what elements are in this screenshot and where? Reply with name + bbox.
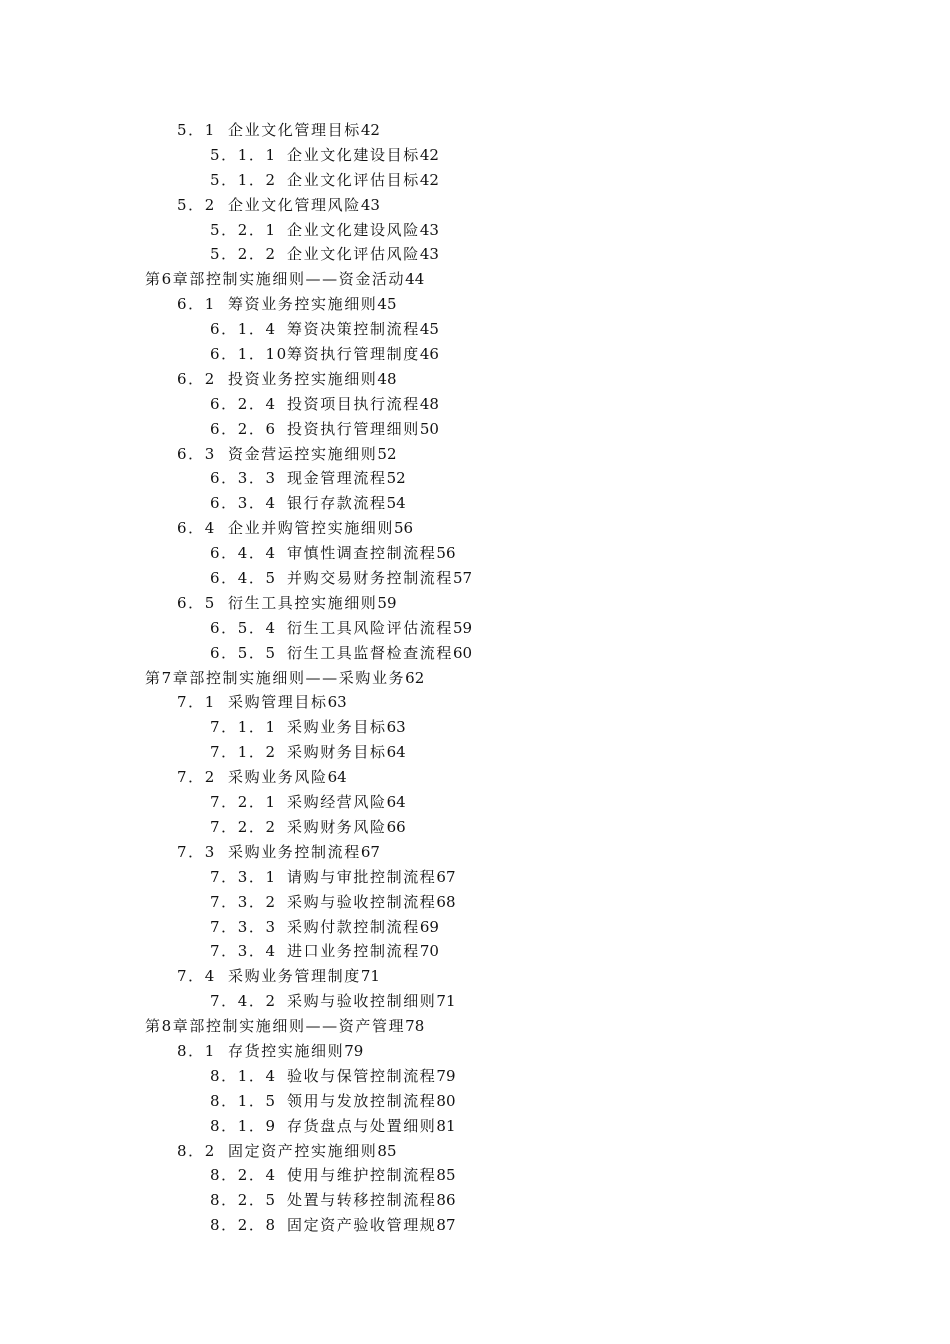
toc-entry-page-number: 87 [436,1216,456,1235]
toc-section-entry[interactable] [0,690,950,715]
toc-entry-title: 第8章部控制实施细则——资产管理 [145,1017,406,1036]
toc-entry-title: 采购管理目标 [228,693,328,712]
toc-entry-title: 存货盘点与处置细则 [287,1116,437,1135]
toc-entry-number: 8．1 [177,1041,216,1060]
toc-entry-title: 采购业务管理制度 [228,967,361,986]
toc-entry-title: 采购经营风险 [287,793,387,812]
toc-entry-title: 筹资决策控制流程 [287,320,420,339]
toc-entry-number: 5．2．1 [210,220,277,239]
toc-entry-page-number: 59 [453,618,473,637]
toc-entry-title: 采购与验收控制细则 [287,992,437,1011]
toc-entry-title: 验收与保管控制流程 [287,1066,437,1085]
toc-entry-page-number: 78 [405,1017,425,1036]
toc-chapter-entry[interactable] [0,1014,950,1039]
toc-entry-number: 7．2．2 [210,817,277,836]
toc-entry-title: 固定资产控实施细则 [228,1141,378,1160]
toc-entry-page-number: 81 [436,1116,456,1135]
toc-entry-title: 处置与转移控制流程 [287,1191,437,1210]
toc-entry-page-number: 68 [436,892,456,911]
toc-entry-title: 采购付款控制流程 [287,917,420,936]
toc-entry-number: 6．4．5 [210,569,277,588]
toc-section-entry[interactable] [0,367,950,392]
toc-entry-number: 7．2 [177,768,216,787]
toc-subsection-entry[interactable] [0,616,950,641]
toc-entry-page-number: 80 [436,1091,456,1110]
toc-subsection-entry[interactable] [0,1188,950,1213]
toc-subsection-entry[interactable] [0,915,950,940]
toc-entry-number: 6．5 [177,593,216,612]
toc-entry-page-number: 42 [360,121,380,139]
toc-entry-page-number: 48 [419,394,439,413]
toc-entry-title: 采购与验收控制流程 [287,892,437,911]
toc-entry-number: 8．2．5 [210,1191,277,1210]
toc-entry-page-number: 64 [386,743,406,762]
toc-entry-number: 7．3．3 [210,917,277,936]
toc-entry-page-number: 69 [419,917,439,936]
toc-entry-title: 并购交易财务控制流程 [287,569,454,588]
toc-subsection-entry[interactable] [0,242,950,267]
toc-entry-page-number: 85 [377,1141,397,1160]
toc-entry-number: 8．2．4 [210,1166,277,1185]
toc-subsection-entry[interactable] [0,541,950,566]
toc-entry-number: 5．2．2 [210,245,277,264]
toc-entry-number: 6．4 [177,519,216,538]
toc-entry-page-number: 79 [436,1066,456,1085]
toc-subsection-entry[interactable] [0,815,950,840]
toc-entry-page-number: 43 [419,245,439,264]
toc-entry-number: 6．1．4 [210,320,277,339]
toc-subsection-entry[interactable] [0,715,950,740]
toc-entry-title: 采购财务目标 [287,743,387,762]
toc-entry-title: 企业文化建设风险 [287,220,420,239]
toc-entry-page-number: 64 [327,768,347,787]
toc-entry-title: 第6章部控制实施细则——资金活动 [145,270,406,289]
toc-entry-page-number: 42 [419,145,439,164]
toc-entry-title: 企业并购管控实施细则 [228,519,395,538]
toc-entry-page-number: 67 [436,867,456,886]
toc-entry-title: 企业文化评估风险 [287,245,420,264]
toc-entry-page-number: 57 [453,569,473,588]
toc-entry-title: 投资执行管理细则 [287,419,420,438]
toc-entry-title: 企业文化建设目标 [287,145,420,164]
toc-entry-title: 存货控实施细则 [228,1041,345,1060]
toc-entry-page-number: 56 [436,544,456,563]
toc-entry-title: 投资业务控实施细则 [228,369,378,388]
toc-section-entry[interactable] [0,1039,950,1064]
toc-entry-number: 8．1．4 [210,1066,277,1085]
toc-entry-page-number: 45 [419,320,439,339]
toc-entry-number: 8．2 [177,1141,216,1160]
toc-entry-number: 8．2．8 [210,1216,277,1235]
toc-subsection-entry[interactable] [0,491,950,516]
toc-entry-title: 固定资产验收管理规 [287,1216,437,1235]
toc-entry-number: 5．1 [177,121,216,139]
toc-section-entry[interactable] [0,442,950,467]
toc-entry-title: 第7章部控制实施细则——采购业务 [145,668,406,687]
toc-entry-title: 资金营运控实施细则 [228,444,378,463]
toc-section-entry[interactable] [0,840,950,865]
toc-entry-title: 审慎性调查控制流程 [287,544,437,563]
toc-entry-page-number: 43 [419,220,439,239]
toc-chapter-entry[interactable] [0,666,950,691]
toc-entry-page-number: 43 [360,195,380,214]
toc-subsection-entry[interactable] [0,342,950,367]
toc-section-entry[interactable] [0,193,950,218]
toc-entry-number: 7．3．1 [210,867,277,886]
toc-entry-number: 8．1．5 [210,1091,277,1110]
toc-entry-number: 7．1 [177,693,216,712]
toc-entry-number: 6．3．4 [210,494,277,513]
toc-section-entry[interactable] [0,765,950,790]
toc-subsection-entry[interactable] [0,392,950,417]
toc-subsection-entry[interactable] [0,939,950,964]
toc-entry-page-number: 52 [386,469,406,488]
toc-entry-title: 筹资执行管理制度 [287,345,420,364]
toc-subsection-entry[interactable] [0,890,950,915]
toc-section-entry[interactable] [0,964,950,989]
toc-subsection-entry[interactable] [0,790,950,815]
toc-entry-page-number: 44 [405,270,425,289]
toc-entry-title: 使用与维护控制流程 [287,1166,437,1185]
toc-subsection-entry[interactable] [0,566,950,591]
toc-entry-page-number: 71 [360,967,380,986]
toc-entry-number: 7．3．2 [210,892,277,911]
toc-entry-title: 采购业务控制流程 [228,842,361,861]
toc-entry-title: 进口业务控制流程 [287,942,420,961]
toc-entry-number: 6．3．3 [210,469,277,488]
toc-entry-title: 领用与发放控制流程 [287,1091,437,1110]
toc-entry-number: 6．2．4 [210,394,277,413]
toc-entry-page-number: 63 [327,693,347,712]
toc-section-entry[interactable] [0,516,950,541]
toc-entry-page-number: 86 [436,1191,456,1210]
toc-section-entry[interactable] [0,591,950,616]
toc-entry-number: 6．5．4 [210,618,277,637]
toc-entry-page-number: 64 [386,793,406,812]
toc-entry-page-number: 79 [344,1041,364,1060]
toc-subsection-entry[interactable] [0,1089,950,1114]
toc-entry-number: 7．1．1 [210,718,277,737]
toc-entry-number: 6．2 [177,369,216,388]
toc-subsection-entry[interactable] [0,168,950,193]
toc-entry-page-number: 42 [419,170,439,189]
toc-entry-title: 采购业务风险 [228,768,328,787]
toc-entry-title: 衍生工具监督检查流程 [287,643,454,662]
toc-entry-number: 7．1．2 [210,743,277,762]
toc-entry-number: 7．4．2 [210,992,277,1011]
toc-entry-title: 银行存款流程 [287,494,387,513]
toc-entry-page-number: 66 [386,817,406,836]
toc-entry-page-number: 54 [386,494,406,513]
toc-subsection-entry[interactable] [0,143,950,168]
toc-entry-title: 企业文化管理风险 [228,195,361,214]
toc-entry-number: 8．1．9 [210,1116,277,1135]
toc-entry-number: 7．4 [177,967,216,986]
toc-entry-page-number: 50 [419,419,439,438]
toc-entry-number: 6．5．5 [210,643,277,662]
toc-entry-title: 采购财务风险 [287,817,387,836]
toc-entry-page-number: 85 [436,1166,456,1185]
toc-entry-title: 采购业务目标 [287,718,387,737]
toc-entry-number: 6．1 [177,295,216,314]
toc-entry-number: 6．1．10 [210,345,288,364]
toc-entry-number: 7．3 [177,842,216,861]
toc-chapter-entry[interactable] [0,267,950,292]
toc-entry-title: 筹资业务控实施细则 [228,295,378,314]
toc-entry-number: 6．3 [177,444,216,463]
toc-section-entry[interactable] [0,118,950,143]
toc-entry-page-number: 52 [377,444,397,463]
toc-entry-title: 企业文化评估目标 [287,170,420,189]
toc-entry-page-number: 67 [360,842,380,861]
toc-entry-page-number: 59 [377,593,397,612]
toc-subsection-entry[interactable] [0,865,950,890]
toc-subsection-entry[interactable] [0,466,950,491]
toc-subsection-entry[interactable] [0,1064,950,1089]
toc-entry-page-number: 62 [405,668,425,687]
toc-entry-page-number: 63 [386,718,406,737]
toc-entry-page-number: 56 [394,519,414,538]
toc-entry-title: 请购与审批控制流程 [287,867,437,886]
toc-entry-number: 5．1．2 [210,170,277,189]
toc-subsection-entry[interactable] [0,1114,950,1139]
toc-entry-number: 6．4．4 [210,544,277,563]
toc-subsection-entry[interactable] [0,417,950,442]
toc-subsection-entry[interactable] [0,218,950,243]
toc-entry-title: 投资项目执行流程 [287,394,420,413]
toc-subsection-entry[interactable] [0,1213,950,1238]
toc-entry-page-number: 48 [377,369,397,388]
toc-entry-page-number: 71 [436,992,456,1011]
toc-entry-number: 7．3．4 [210,942,277,961]
toc-entry-page-number: 46 [419,345,439,364]
toc-section-entry[interactable] [0,1139,950,1164]
toc-subsection-entry[interactable] [0,641,950,666]
toc-entry-page-number: 45 [377,295,397,314]
toc-subsection-entry[interactable] [0,989,950,1014]
toc-entry-number: 7．2．1 [210,793,277,812]
toc-entry-title: 衍生工具控实施细则 [228,593,378,612]
toc-entry-page-number: 60 [453,643,473,662]
toc-entry-title: 衍生工具风险评估流程 [287,618,454,637]
toc-entry-number: 5．1．1 [210,145,277,164]
toc-entry-number: 5．2 [177,195,216,214]
table-of-contents [0,118,950,1238]
toc-entry-title: 现金管理流程 [287,469,387,488]
toc-entry-page-number: 70 [419,942,439,961]
toc-entry-title: 企业文化管理目标 [228,121,361,139]
toc-entry-number: 6．2．6 [210,419,277,438]
toc-subsection-entry[interactable] [0,740,950,765]
toc-subsection-entry[interactable] [0,1163,950,1188]
toc-subsection-entry[interactable] [0,317,950,342]
toc-section-entry[interactable] [0,292,950,317]
